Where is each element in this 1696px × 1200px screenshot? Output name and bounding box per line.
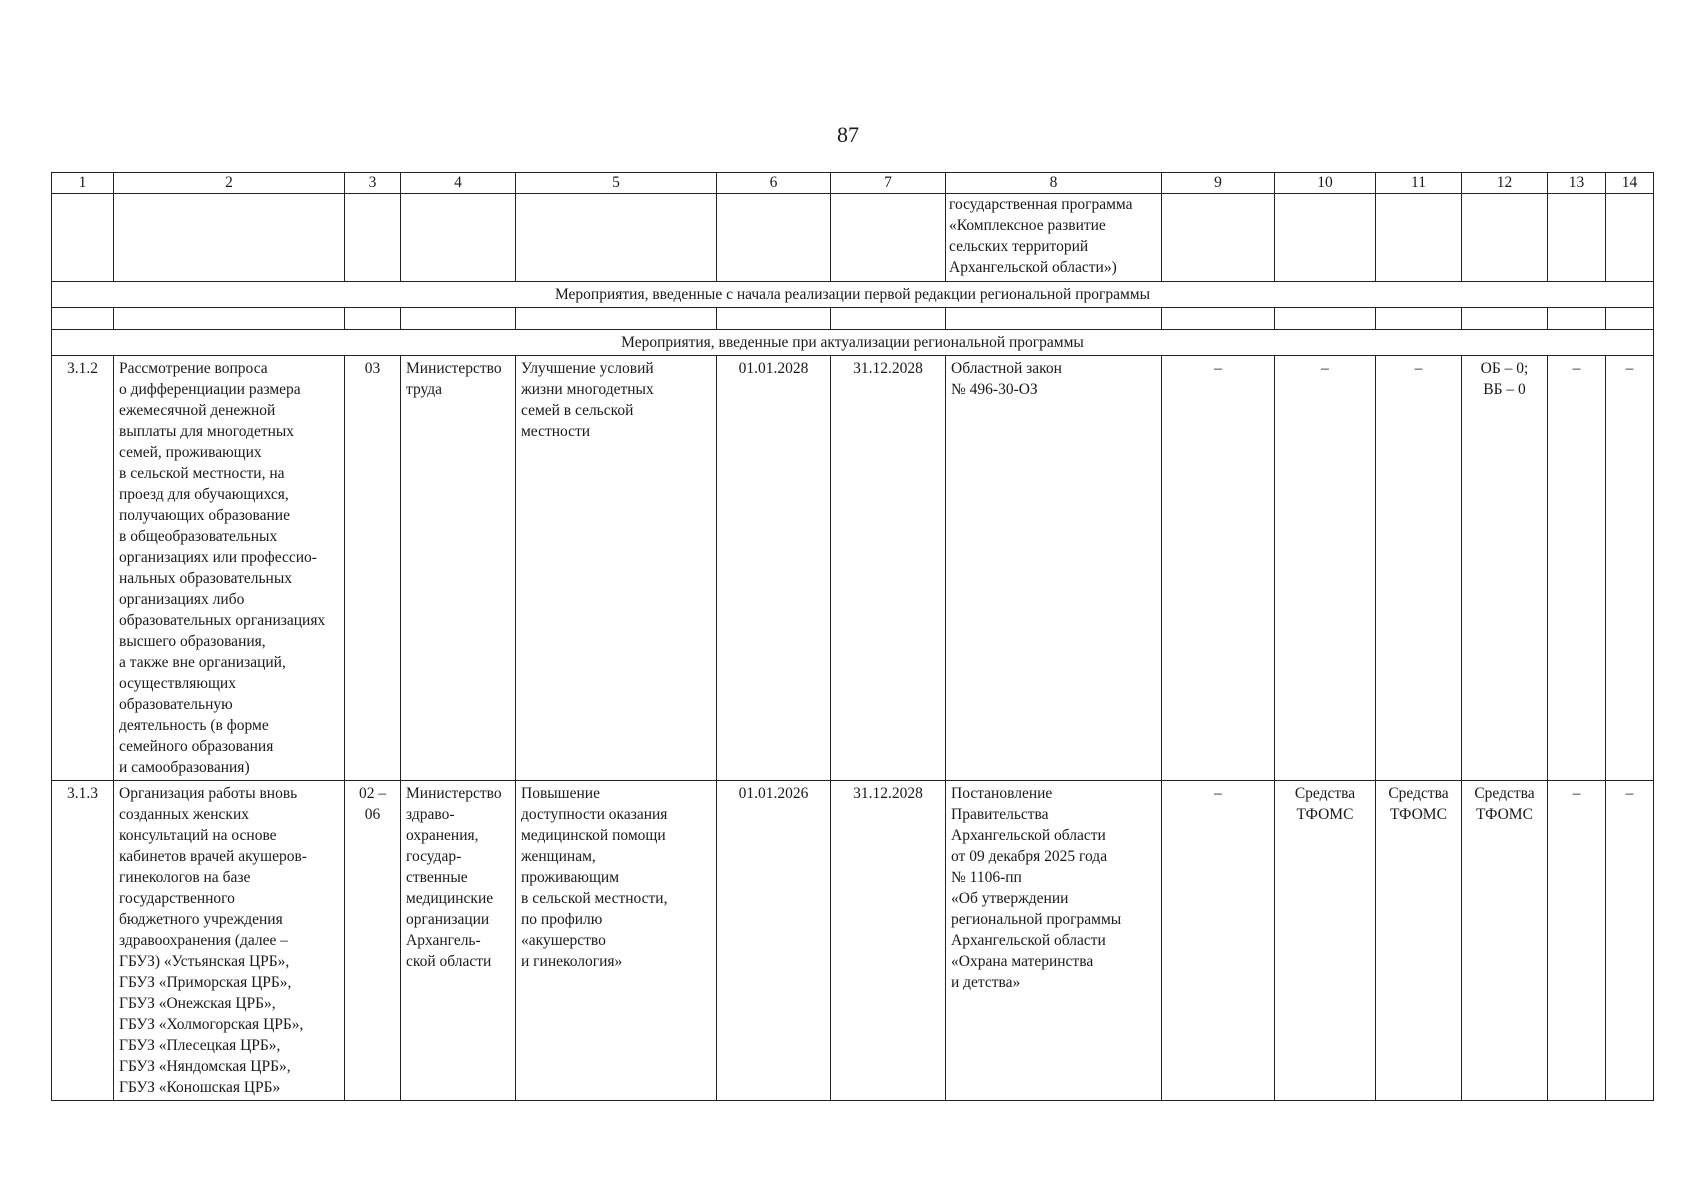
column-header: 10 [1275,173,1376,194]
activity-executor [401,781,516,1101]
activity-start-date: 01.01.2028 [717,356,831,781]
text-line: № 1106-пп [951,869,1022,886]
column-header: 9 [1162,173,1275,194]
text-line: – [1321,360,1329,377]
column-header: 2 [114,173,345,194]
text-line: созданных женских [119,806,250,823]
text-line: государ- [406,848,462,865]
page-number: 87 [837,122,859,147]
column-header: 14 [1606,173,1654,194]
text-line: ВБ – 0 [1483,381,1526,398]
text-line: проезд для обучающихся, [119,486,289,503]
text-line: Средства [1474,785,1535,802]
activity-col10 [1275,781,1376,1101]
activity-col9: – [1162,781,1275,1101]
text-line: высшего образования, [119,633,266,650]
activity-name [114,356,345,781]
activity-col12 [1462,781,1548,1101]
text-line: 02 – [358,785,387,802]
text-line: Повышение [521,785,600,802]
text-line: ТФОМС [1296,806,1354,823]
text-line: Правительства [951,806,1049,823]
column-header: 12 [1462,173,1548,194]
activity-col14: – [1606,356,1654,781]
text-line: государственного [119,890,235,907]
activity-basis [946,781,1162,1101]
text-line: получающих образование [119,507,290,524]
activity-code [345,781,401,1101]
text-line: государственная программа [949,196,1133,213]
text-line: Средства [1388,785,1449,802]
text-line: медицинские [406,890,494,907]
column-header: 4 [401,173,516,194]
activity-code [345,356,401,781]
text-line: «Охрана материнства [951,953,1094,970]
text-line: бюджетного учреждения [119,911,283,928]
text-line: региональной программы [951,911,1122,928]
section-title-first-edition: Мероприятия, введенные с начала реализации первой редакции региональной программы [52,282,1654,308]
activity-col12 [1462,356,1548,781]
activity-number: 3.1.3 [52,781,114,1101]
text-line: № 496-30-ОЗ [951,381,1038,398]
text-line: в сельской местности, на [119,465,285,482]
activity-col13: – [1548,356,1606,781]
text-line: ГБУЗ «Плесецкая ЦРБ», [119,1037,281,1054]
activity-col14: – [1606,781,1654,1101]
text-line: медицинской помощи [521,827,666,844]
text-line: семей в сельской [521,402,634,419]
text-line: сельских территорий [949,238,1089,255]
section-title-actualization: Мероприятия, введенные при актуализации региональной программы [52,330,1654,356]
text-line: местности [521,423,591,440]
text-line: о дифференциации размера [119,381,301,398]
text-line: и гинекология» [521,953,623,970]
text-line: охранения, [406,827,479,844]
activity-basis [946,356,1162,781]
activity-result [516,781,717,1101]
text-line: ГБУЗ «Коношская ЦРБ» [119,1079,281,1096]
activity-col13: – [1548,781,1606,1101]
text-line: Организация работы вновь [119,785,298,802]
text-line: доступности оказания [521,806,668,823]
text-line: образовательную [119,696,233,713]
column-header: 8 [946,173,1162,194]
activity-col10 [1275,356,1376,781]
text-line: осуществляющих [119,675,236,692]
continuation-basis-cell [946,194,1162,282]
activity-row [52,356,1654,781]
text-line: Средства [1294,785,1356,802]
text-line: женщинам, [521,848,596,865]
text-line: ГБУЗ «Приморская ЦРБ», [119,974,292,991]
text-line: по профилю [521,911,603,928]
text-line: семей, проживающих [119,444,262,461]
text-line: организациях либо [119,591,245,608]
text-line: Постановление [951,785,1053,802]
text-line: – [1414,360,1423,377]
activity-col11 [1376,356,1462,781]
text-line: ГБУЗ «Онежская ЦРБ», [119,995,276,1012]
text-line: Архангельской области») [949,259,1117,276]
text-line: а также вне организаций, [119,654,286,671]
text-line: жизни многодетных [521,381,654,398]
text-line: ской области [406,953,492,970]
text-line: и детства» [951,974,1021,991]
text-line: гинекологов на базе [119,869,251,886]
activity-number: 3.1.2 [52,356,114,781]
text-line: консультаций на основе [119,827,277,844]
text-line: семейного образования [119,738,274,755]
text-line: Архангельской области [951,827,1106,844]
text-line: Областной закон [951,360,1062,377]
column-header: 1 [52,173,114,194]
text-line: 06 [364,806,381,823]
text-line: нальных образовательных [119,570,293,587]
column-header: 3 [345,173,401,194]
text-line: 03 [364,360,381,377]
text-line: Рассмотрение вопроса [119,360,268,377]
section-header-row [52,330,1654,356]
column-number-header-row [52,173,1654,194]
activities-table [51,172,1654,1101]
activity-end-date: 31.12.2028 [831,356,946,781]
text-line: ежемесячной денежной [119,402,276,419]
text-line: Улучшение условий [521,360,654,377]
text-line: «Об утверждении [951,890,1069,907]
activity-row [52,781,1654,1101]
text-line: Министерство [406,785,502,802]
text-line: выплаты для многодетных [119,423,295,440]
text-line: в общеобразовательных [119,528,278,545]
column-header: 13 [1548,173,1606,194]
text-line: ГБУЗ) «Устьянская ЦРБ», [119,953,290,970]
text-line: ственные [406,869,468,886]
text-line: деятельность (в форме [119,717,269,734]
activity-executor [401,356,516,781]
text-line: организации [406,911,490,928]
text-line: в сельской местности, [521,890,668,907]
text-line: организациях или профессио- [119,549,317,566]
text-line: ГБУЗ «Няндомская ЦРБ», [119,1058,291,1075]
column-header: 6 [717,173,831,194]
text-line: «акушерство [521,932,606,949]
text-line: «Комплексное развитие [949,217,1106,234]
column-header: 7 [831,173,946,194]
text-line: образовательных организациях [119,612,326,629]
column-header: 11 [1376,173,1462,194]
text-line: здравоохранения (далее – [119,932,289,949]
activity-name [114,781,345,1101]
text-line: труда [406,381,443,398]
text-line: ГБУЗ «Холмогорская ЦРБ», [119,1016,304,1033]
continuation-row [52,194,1654,282]
activity-col9: – [1162,356,1275,781]
activity-col11 [1376,781,1462,1101]
activity-end-date: 31.12.2028 [831,781,946,1101]
text-line: проживающим [521,869,620,886]
text-line: Архангель- [406,932,481,949]
text-line: ТФОМС [1476,806,1533,823]
text-line: здраво- [406,806,455,823]
section-header-row [52,282,1654,308]
text-line: ОБ – 0; [1480,360,1529,377]
text-line: ТФОМС [1390,806,1447,823]
text-line: Архангельской области [951,932,1106,949]
column-header: 5 [516,173,717,194]
empty-row [52,308,1654,330]
activity-start-date: 01.01.2026 [717,781,831,1101]
text-line: Министерство [406,360,502,377]
text-line: кабинетов врачей акушеров- [119,848,307,865]
activity-result [516,356,717,781]
text-line: и самообразования) [119,759,250,776]
text-line: от 09 декабря 2025 года [951,848,1108,865]
